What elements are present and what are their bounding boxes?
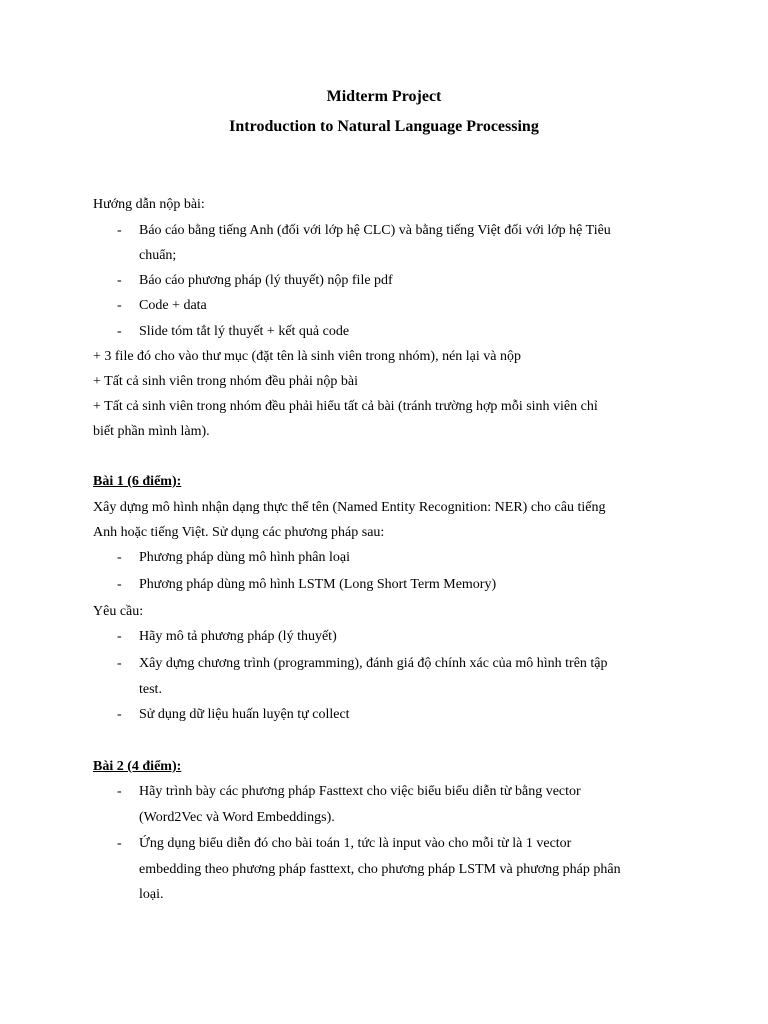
bullet-marker: - xyxy=(117,298,122,313)
bullet-marker: - xyxy=(117,707,122,722)
bullet-marker: - xyxy=(117,577,122,592)
submission-note: + Tất cả sinh viên trong nhóm đều phải nộp bài xyxy=(93,374,359,389)
submission-note: + 3 file đó cho vào thư mục (đặt tên là sinh viên trong nhóm), nén lại và nộp xyxy=(93,349,521,364)
submission-item: Slide tóm tắt lý thuyết + kết quả code xyxy=(139,324,350,339)
task2-item: Hãy trình bày các phương pháp Fasttext cho việc biểu biểu diễn từ bằng vector xyxy=(139,784,581,799)
bullet-marker: - xyxy=(117,656,122,671)
task1-heading: Bài 1 (6 điểm): xyxy=(93,474,182,489)
task1-req-heading: Yêu cầu: xyxy=(93,604,144,619)
task2-item-cont: embedding theo phương pháp fasttext, cho phương pháp LSTM và phương pháp phân xyxy=(139,862,621,877)
task2-item-cont: loại. xyxy=(139,887,164,902)
task2-item: Ứng dụng biểu diễn đó cho bài toán 1, tức là input vào cho mỗi từ là 1 vector xyxy=(139,836,572,851)
document-title: Midterm Project xyxy=(326,88,442,105)
task1-requirement: Sử dụng dữ liệu huấn luyện tự collect xyxy=(139,707,350,722)
bullet-marker: - xyxy=(117,550,122,565)
task1-method: Phương pháp dùng mô hình phân loại xyxy=(139,550,350,565)
submission-note-cont: biết phần mình làm). xyxy=(93,424,210,439)
bullet-marker: - xyxy=(117,784,122,799)
document-subtitle: Introduction to Natural Language Processing xyxy=(229,118,539,135)
bullet-marker: - xyxy=(117,836,122,851)
submission-item: Code + data xyxy=(139,298,207,313)
task1-requirement: Hãy mô tả phương pháp (lý thuyết) xyxy=(139,629,337,644)
bullet-marker: - xyxy=(117,223,122,238)
task1-intro-cont: Anh hoặc tiếng Việt. Sử dụng các phương pháp sau: xyxy=(93,525,385,540)
task2-item-cont: (Word2Vec và Word Embeddings). xyxy=(139,810,335,825)
task1-intro: Xây dựng mô hình nhận dạng thực thể tên (Named Entity Recognition: NER) cho câu tiếng xyxy=(93,500,606,515)
task2-heading: Bài 2 (4 điểm): xyxy=(93,759,182,774)
task1-method: Phương pháp dùng mô hình LSTM (Long Short Term Memory) xyxy=(139,577,497,592)
task1-requirement-cont: test. xyxy=(139,682,162,697)
submission-item: Báo cáo phương pháp (lý thuyết) nộp file pdf xyxy=(139,273,393,288)
bullet-marker: - xyxy=(117,273,122,288)
bullet-marker: - xyxy=(117,324,122,339)
submission-note: + Tất cả sinh viên trong nhóm đều phải hiểu tất cả bài (tránh trường hợp mỗi sinh viên chỉ xyxy=(93,399,598,414)
bullet-marker: - xyxy=(117,629,122,644)
submission-heading: Hướng dẫn nộp bài: xyxy=(93,197,205,212)
task1-requirement: Xây dựng chương trình (programming), đánh giá độ chính xác của mô hình trên tập xyxy=(139,656,608,671)
submission-item-cont: chuẩn; xyxy=(139,248,177,263)
submission-item: Báo cáo bằng tiếng Anh (đối với lớp hệ CLC) và bằng tiếng Việt đối với lớp hệ Tiêu xyxy=(139,223,611,238)
